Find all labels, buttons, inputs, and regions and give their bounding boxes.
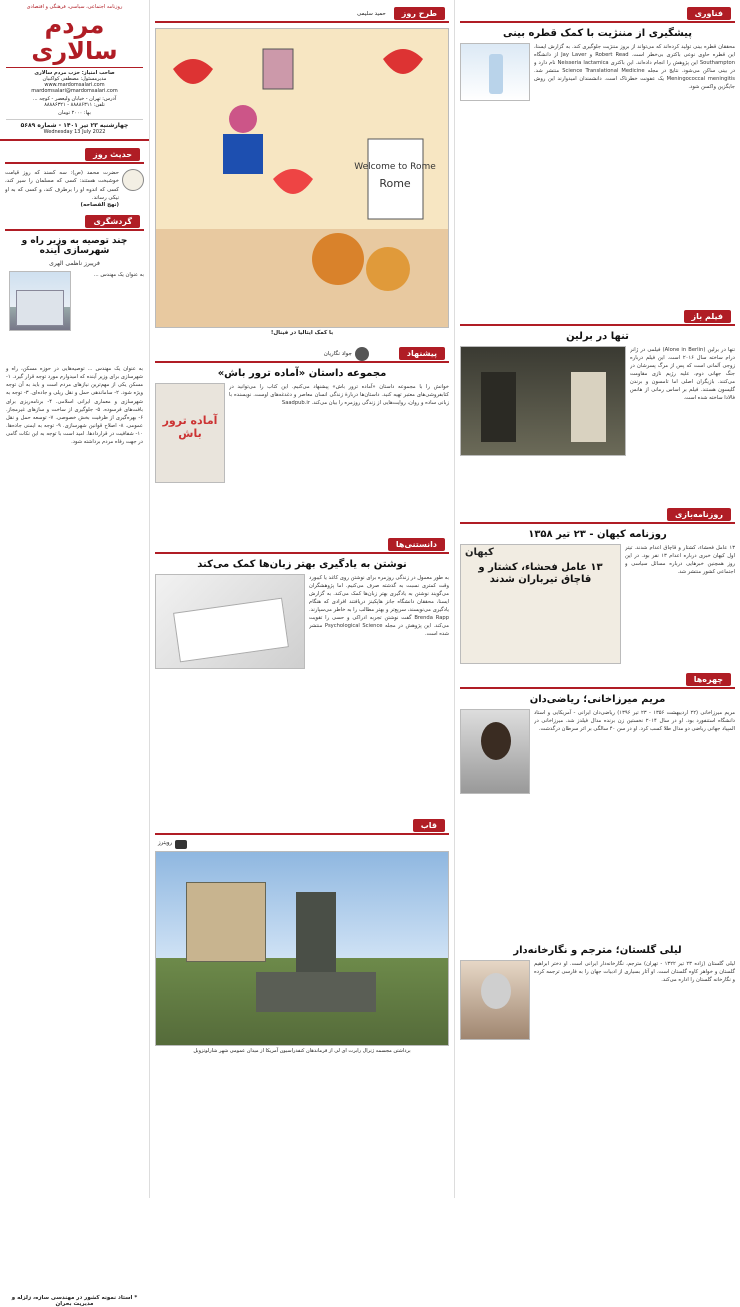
book-body: خوانش را با مجموعه داستان «آماده ترور باش» پیشنهاد می‌کنیم. این کتاب را می‌توانید در کتابفروشی‌های معتبر تهیه کنید. داستان‌ها دربارهٔ زندگی انسان معاصر و دغدغه‌های اوست. نویسنده با زبانی ساده و روان، روایت‌هایی از زندگی روزمره را بیان می‌کند. Saadpub.ir — [229, 384, 449, 407]
know-body: به طور معمول در زندگی روزمره برای نوشتن روی کاغذ یا کیبورد وقت کمتری نسبت به گذشته صرف می‌کنیم. اما پژوهشگران می‌گویند نوشتن به یادگیری بهتر زبان‌ها کمک می‌کند. به گزارش ایسنا، محققان دانشگاه جانز هاپکینز دریافتند افرادی که هنگام یادگیری می‌نویسند، سریع‌تر و بهتر مطالب را به خاطر می‌سپارند. Brenda Rapp گفت نوشتن تجربه ادراکی و حسی را تقویت می‌کند. این پژوهش در مجله Psychological Science منتشر شده است. — [309, 575, 449, 638]
phone: تلفن: ۸۸۸۸۶۳۱۱ - ۸۸۸۸۶۳۲۱ — [44, 101, 105, 108]
tourism-label: گردشگری — [85, 215, 140, 228]
tourism-byline: فریبرز ناظمی الهری — [49, 260, 100, 268]
archive-label: روزنامه‌بازی — [667, 508, 731, 521]
mirzakhani-body: مریم میرزاخانی (۲۲ اردیبهشت ۱۳۵۶ - ۲۳ تیر ۱۳۹۶) ریاضی‌دان ایرانی - آمریکایی و استاد دانشگاه استنفورد بود. او در سال ۲۰۱۴ نخستین زن برنده مدال فیلدز شد. میرزاخانی در المپیاد جهانی ریاضی دو مدال طلا کسب کرد. او در سن ۴۰ سالگی بر اثر سرطان درگذشت. — [534, 710, 735, 733]
kayhan-front-page — [460, 544, 621, 664]
film-header — [460, 309, 735, 326]
kayhan-masthead: کیهان — [465, 547, 494, 558]
photo-credit: رویترز — [158, 840, 173, 846]
statue-photo — [155, 851, 449, 1046]
tourism-body: به عنوان یک مهندس ... توصیه‌هایی در حوزه مسکن، راه و شهرسازی برای وزیر آینده که امیدوارم مورد توجه قرار گیرد. ۱- مسکن یکی از مهم‌ترین نیازهای مردم است و باید به آن توجه ویژه شود. ۲- ساماندهی حمل و نقل ریلی و جاده‌ای. ۳- توجه به شهرسازی و معماری ایرانی اسلامی. ۴- برنامه‌ریزی برای بافت‌های فرسوده. ۵- جلوگیری از ساخت و سازهای غیرمجاز. ۶- بهره‌گیری از ظرفیت بخش خصوصی. ۷- توسعه حمل و نقل عمومی. ۸- اصلاح قوانین شهرسازی. ۹- توجه به ایمنی جاده‌ها. ۱۰- شفافیت در قراردادها. امید است با توجه به این نکات گامی در جهت رفاه مردم برداشته شود. — [6, 366, 144, 445]
tech-body: محققان قطره بینی تولید کرده‌اند که می‌تواند از بروز مننژیت جلوگیری کند. به گزارش ایسنا، این قطره حاوی نوعی باکتری بی‌خطر است. Robert Read و Jay Laver از دانشگاه Southampton این پژوهش را انجام داده‌اند. این باکتری Neisseria lactamica نام دارد و در بینی ساکن می‌شود. نتایج در مجله Science Translational Medicine منتشر شد. Meningococcal meningitis یک عفونت خطرناک است. دانشمندان امیدوارند این روش جایگزین واکسن شود. — [534, 44, 735, 91]
hadith-label: حدیث روز — [85, 148, 140, 161]
archive-header — [460, 507, 735, 524]
hadith-text: حضرت محمد (ص): سه کسند که روز قیامت خوشبخت هستند: کسی که مسلمان را سیر کند، کسی که اندوه او را برطرف کند، و کسی که به او نیکی رساند. — [5, 169, 119, 201]
rome-sign-line2: Rome — [379, 177, 411, 190]
hadith-header — [5, 147, 144, 164]
mirzakhani-title: مریم میرزاخانی؛ ریاضی‌دان — [529, 694, 666, 705]
book-header — [155, 346, 449, 363]
golestan-body: لیلی گلستان (زاده ۲۳ تیر ۱۳۲۲ - تهران) مترجم، نگارخانه‌دار ایرانی است. او دختر ابراهیم گلستان و خواهر کاوه گلستان است. او آثار بسیاری از ادبیات جهان را به فارسی ترجمه کرده و نگارخانه گلستان را اداره می‌کند. — [534, 961, 735, 984]
cartoon-header — [155, 6, 449, 23]
book-author-avatar — [355, 347, 369, 361]
masthead — [0, 0, 149, 141]
film-body: تنها در برلین (Alone in Berlin) فیلمی در ژانر درام ساخته سال ۲۰۱۶ است. این فیلم درباره زوجی آلمانی است که پس از مرگ پسرشان در جنگ جهانی دوم، علیه رژیم نازی مقاومت می‌کنند. بازیگران اصلی اما تامسون و برندن گلیسون هستند. فیلم بر اساس رمانی از هانس فالادا ساخته شده است. — [630, 347, 735, 402]
know-title: نوشتن به یادگیری بهتر زبان‌ها کمک می‌کند — [197, 559, 407, 570]
book-cover-title: آماده ترور باش — [162, 414, 218, 440]
address: آدرس: تهران - خیابان ولیعصر - کوچه ... — [32, 95, 117, 102]
cartoon-caption: با کمک ایتالیا در فینال! — [270, 330, 334, 336]
issue-date: چهارشنبه ۲۳ تیر ۱۴۰۱ - شماره ۵۶۸۹ — [6, 119, 143, 129]
archive-body: ۱۳ عامل فحشاء، کشتار و قاچاق اعدام شدند. تیتر اول کیهان خبری درباره اعدام ۱۳ نفر بود. در این روز همچنین خبرهایی درباره مسائل سیاسی و اجتماعی کشور منتشر شد. — [625, 545, 735, 576]
film-label: فیلم باز — [684, 310, 731, 323]
golestan-title: لیلی گلستان؛ مترجم و نگارخانه‌دار — [513, 945, 682, 956]
photo-label: قاب — [413, 819, 445, 832]
masthead-tagline: روزنامه اجتماعی، سیاسی، فرهنگی و اقتصادی — [26, 4, 123, 10]
tourism-title: چند توصیه به وزیر راه و شهرسازی آینده — [21, 236, 128, 257]
tourism-sign: * استاد نمونه کشور در مهندسی سازه، زلزله و مدیریت بحران — [11, 1295, 138, 1307]
photo-credit-row — [150, 840, 454, 849]
faces-header — [460, 672, 735, 689]
email[interactable]: mardomsalari@mardomsalari.com — [31, 87, 118, 94]
nasal-drop-photo — [460, 43, 530, 101]
price: بها: ۲۰۰۰ تومان — [58, 109, 91, 116]
building-photo — [9, 271, 71, 331]
newspaper-logo: مردم سالاری — [31, 11, 118, 66]
hadith-emblem-icon — [122, 169, 144, 191]
middle-column — [150, 0, 455, 1198]
tech-label: فناوری — [687, 7, 731, 20]
book-label: پیشنهاد — [399, 347, 445, 360]
film-title: تنها در برلین — [566, 331, 629, 342]
mirzakhani-photo — [460, 709, 530, 794]
cartoon-author: حمید سلیمی — [357, 10, 386, 17]
book-author: جواد نگاریان — [323, 350, 352, 357]
know-header — [155, 537, 449, 554]
license-holder: صاحب امتیاز: حزب مردم سالاری — [34, 69, 115, 76]
photo-header — [155, 818, 449, 835]
photo-caption: برداشتن مجسمه ژنرال رابرت ای لی از فرماندهان کنفدراسیون آمریکا از میدان عمومی شهر شارلوتزویل — [193, 1048, 411, 1054]
editor-in-chief: مدیرمسئول: مصطفی کواکبیان — [42, 75, 107, 82]
kayhan-headline: ۱۳ عامل فحشاء، کشتار و قاچاق تیرباران شدند — [478, 562, 603, 585]
hadith-box — [0, 169, 149, 209]
tech-header — [460, 6, 735, 23]
tourism-header — [5, 214, 144, 231]
right-column — [455, 0, 740, 1198]
rome-sign-line1: Welcome to Rome — [354, 162, 436, 172]
left-column — [0, 0, 150, 1307]
tourism-intro: به عنوان یک مهندس ... — [93, 272, 144, 279]
golestan-photo — [460, 960, 530, 1040]
tech-title: پیشگیری از مننژیت با کمک قطره بینی — [502, 28, 692, 39]
archive-title: روزنامه کیهان - ۲۳ تیر ۱۳۵۸ — [528, 529, 667, 540]
issue-date-en: Wednesday 13 July 2022 — [43, 128, 106, 135]
book-title: مجموعه داستان «آماده ترور باش» — [217, 368, 387, 379]
know-label: دانستنی‌ها — [388, 538, 445, 551]
faces-label: چهره‌ها — [686, 673, 731, 686]
website[interactable]: www.mardomsalari.com — [44, 81, 105, 88]
camera-icon — [175, 840, 187, 849]
film-still — [460, 346, 626, 456]
cartoon-illustration — [155, 28, 449, 328]
cartoon-drawing — [155, 29, 448, 328]
hadith-source: (نهج الفصاحه) — [80, 202, 119, 209]
cartoon-label: طرح روز — [394, 7, 445, 20]
book-cover — [155, 383, 225, 483]
writing-photo — [155, 574, 305, 669]
